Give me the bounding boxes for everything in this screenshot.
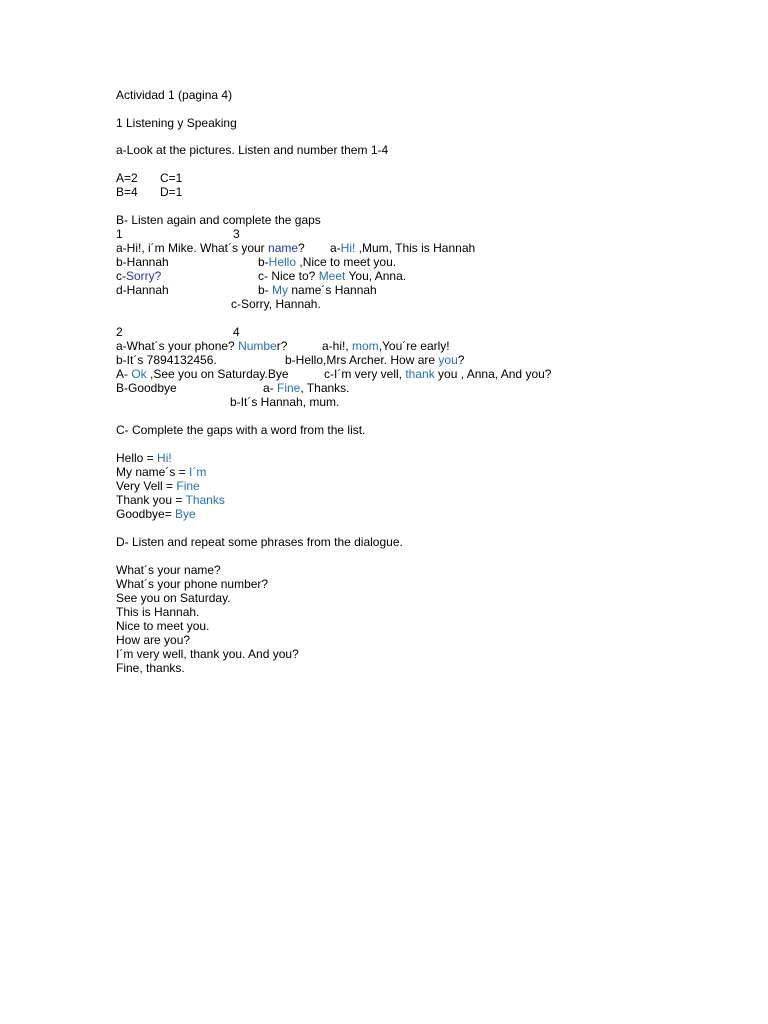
dialogue-2-line <box>116 353 217 367</box>
dialogue-3-line <box>231 297 321 311</box>
dialogue-3-line <box>258 255 396 269</box>
dialogue-text: ,Nice to meet you. <box>296 255 397 269</box>
part-a-answer-d: D=1 <box>160 185 183 199</box>
dialogue-text: c-Sorry, Hannah. <box>231 297 321 311</box>
part-a-answer-a: A=2 <box>116 171 138 185</box>
dialogue-text: you , Anna, And you? <box>434 367 552 381</box>
dialogue-text: ,See you on Saturday.Bye <box>146 367 289 381</box>
word-pair-term: My name´s = <box>116 465 190 479</box>
dialogue-text: b-It´s Hannah, mum. <box>230 395 340 409</box>
word-pair <box>116 451 172 465</box>
part-a-answer-c: C=1 <box>160 171 183 185</box>
dialogue-text: ,Mum, This is Hannah <box>355 241 476 255</box>
phrase: What´s your phone number? <box>116 577 269 591</box>
phrase: This is Hannah. <box>116 605 200 619</box>
dialogue-text: c-I´m very vell, <box>324 367 406 381</box>
dialogue-text: b-Hello,Mrs Archer. How are <box>285 353 439 367</box>
dialogue-text: ? <box>298 241 305 255</box>
dialogue-4-line <box>324 367 551 381</box>
dialogue-text: name´s Hannah <box>288 283 377 297</box>
dialogue-4-line <box>322 339 450 353</box>
gap-answer: My <box>272 283 289 297</box>
dialogue-text: r? <box>276 339 288 353</box>
gap-answer: Numbe <box>238 339 277 353</box>
dialogue-2-line <box>116 339 287 353</box>
phrase: How are you? <box>116 633 191 647</box>
dialogue-2-line <box>116 367 289 381</box>
dialogue-1-line <box>116 241 305 255</box>
dialogue-text: c- <box>116 269 126 283</box>
word-pair <box>116 507 196 521</box>
phrase: Fine, thanks. <box>116 661 185 675</box>
dialogue-4-number: 4 <box>233 325 240 339</box>
word-pair-answer: Thanks <box>185 493 225 507</box>
gap-answer: Hi! <box>340 241 356 255</box>
gap-answer: thank <box>405 367 435 381</box>
dialogue-text: b- <box>258 255 269 269</box>
dialogue-text: a- <box>330 241 341 255</box>
dialogue-text: a- <box>263 381 278 395</box>
word-pair-answer: Hi! <box>157 451 172 465</box>
dialogue-text: b-Hannah <box>116 255 169 269</box>
word-pair <box>116 493 225 507</box>
dialogue-text: b-It´s 7894132456. <box>116 353 217 367</box>
dialogue-3-line <box>258 283 377 297</box>
dialogue-text: , Thanks. <box>300 381 350 395</box>
word-pair-term: Goodbye= <box>116 507 176 521</box>
word-pair <box>116 479 200 493</box>
dialogue-4-line <box>263 381 350 395</box>
part-a-answer-b: B=4 <box>116 185 138 199</box>
word-pair <box>116 465 206 479</box>
dialogue-text: b- <box>258 283 273 297</box>
gap-answer: Ok <box>131 367 147 381</box>
phrase: Nice to meet you. <box>116 619 210 633</box>
word-pair-term: Thank you = <box>116 493 186 507</box>
dialogue-4-line <box>285 353 464 367</box>
gap-answer: name <box>268 241 299 255</box>
dialogue-text: c- Nice to? <box>258 269 319 283</box>
phrase: See you on Saturday. <box>116 591 231 605</box>
dialogue-4-line <box>230 395 339 409</box>
dialogue-1-line <box>116 255 169 269</box>
dialogue-text: ? <box>457 353 465 367</box>
dialogue-1-line <box>116 269 161 283</box>
word-pair-answer: I´m <box>189 465 207 479</box>
dialogue-text: a-hi!, <box>322 339 353 353</box>
part-d-instruction: D- Listen and repeat some phrases from the dialogue. <box>116 535 403 549</box>
gap-answer: you <box>438 353 458 367</box>
dialogue-text: B-Goodbye <box>116 381 177 395</box>
dialogue-1-line <box>116 283 169 297</box>
word-pair-term: Very Vell = <box>116 479 177 493</box>
dialogue-2-number: 2 <box>116 325 123 339</box>
gap-answer: Sorry? <box>126 269 162 283</box>
phrase: I´m very well, thank you. And you? <box>116 647 299 661</box>
dialogue-text: You, Anna. <box>345 269 407 283</box>
gap-answer: Fine <box>277 381 301 395</box>
word-pair-term: Hello = <box>116 451 158 465</box>
dialogue-text: ,You´re early! <box>378 339 450 353</box>
gap-answer: Meet <box>318 269 346 283</box>
dialogue-2-line <box>116 381 177 395</box>
dialogue-text: a-What´s your phone? <box>116 339 239 353</box>
dialogue-text: d-Hannah <box>116 283 169 297</box>
word-pair-answer: Fine <box>176 479 200 493</box>
word-pair-answer: Bye <box>175 507 196 521</box>
phrase: What´s your name? <box>116 563 221 577</box>
part-b-instruction: B- Listen again and complete the gaps <box>116 213 321 227</box>
dialogue-text: A- <box>116 367 132 381</box>
dialogue-text: a-Hi!, i´m Mike. What´s your <box>116 241 269 255</box>
part-a-instruction: a-Look at the pictures. Listen and number them 1-4 <box>116 143 389 157</box>
gap-answer: Hello <box>268 255 297 269</box>
dialogue-3-number: 3 <box>233 227 240 241</box>
gap-answer: mom <box>352 339 379 353</box>
part-c-instruction: C- Complete the gaps with a word from the list. <box>116 423 366 437</box>
section-heading: 1 Listening y Speaking <box>116 116 237 130</box>
dialogue-1-number: 1 <box>116 227 123 241</box>
document-title: Actividad 1 (pagina 4) <box>116 88 233 102</box>
dialogue-3-line <box>330 241 475 255</box>
dialogue-3-line <box>258 269 406 283</box>
